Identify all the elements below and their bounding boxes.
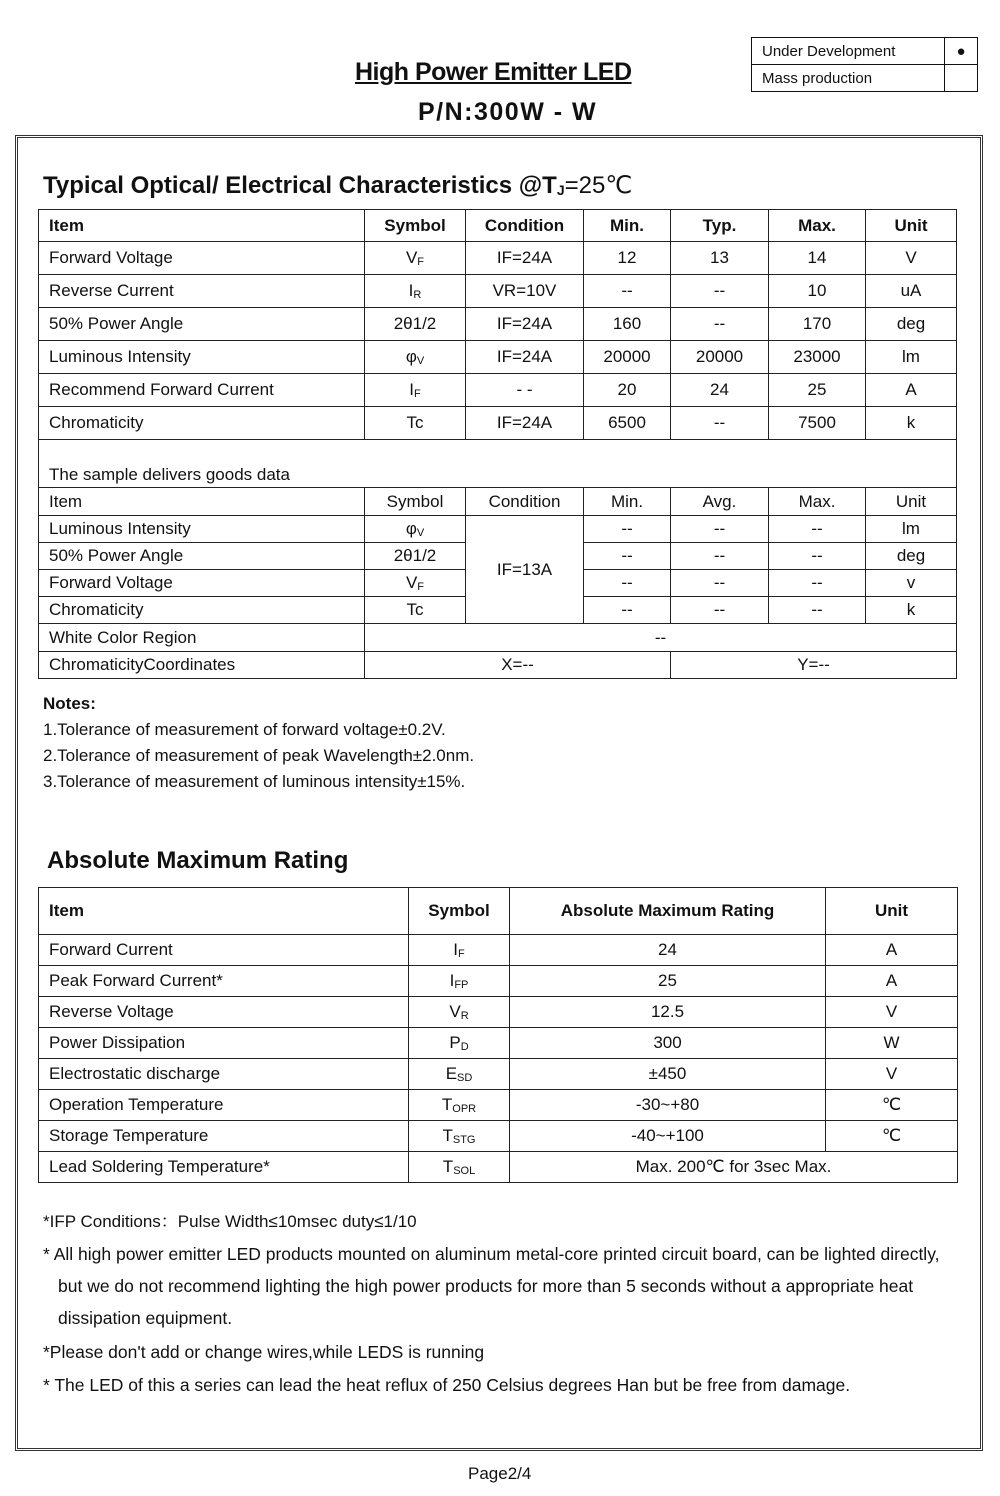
unit-cell: A <box>826 935 958 966</box>
symbol-subscript: F <box>417 256 425 268</box>
column-header: Condition <box>466 488 584 516</box>
column-header: Max. <box>769 488 866 516</box>
symbol-subscript: OPR <box>452 1103 477 1115</box>
min-cell: -- <box>584 516 671 543</box>
cond-cell: IF=24A <box>466 341 584 374</box>
column-header: Typ. <box>671 210 769 242</box>
symbol-cell <box>365 516 466 543</box>
typ-cell: 20000 <box>671 341 769 374</box>
item-cell: Peak Forward Current* <box>39 966 409 997</box>
characteristics-table <box>38 209 957 679</box>
symbol-cell <box>365 308 466 341</box>
unit-cell: A <box>826 966 958 997</box>
status-table <box>751 37 978 92</box>
item-cell: 50% Power Angle <box>39 543 365 570</box>
symbol-subscript: V <box>416 527 425 539</box>
section-title-characteristics <box>43 171 632 200</box>
symbol: E <box>445 1064 458 1083</box>
symbol: V <box>449 1002 461 1021</box>
item-cell: Forward Current <box>39 935 409 966</box>
unit-cell: lm <box>866 341 957 374</box>
title-text: Typical Optical/ Electrical Characteristics @T <box>43 172 557 199</box>
footnote-mounting: * All high power emitter LED products mounted on aluminum metal-core printed circuit board, can be lighted directly, but we do not recommend lighting the high power products for more than 5 seconds without a appropriate heat dissipation equipment. <box>43 1244 940 1328</box>
table-row <box>39 275 957 308</box>
symbol-subscript: SOL <box>453 1165 476 1177</box>
column-header: Symbol <box>409 888 510 935</box>
typ-cell: -- <box>671 407 769 440</box>
symbol-cell <box>365 341 466 374</box>
footnote-wires: *Please don't add or change wires,while LEDS is running <box>43 1342 485 1362</box>
symbol-cell <box>409 997 510 1028</box>
avg-cell: -- <box>671 543 769 570</box>
symbol-cell <box>365 407 466 440</box>
symbol: 2θ1/2 <box>393 546 437 565</box>
typ-cell: -- <box>671 308 769 341</box>
symbol-cell <box>409 1121 510 1152</box>
table-row <box>39 1090 958 1121</box>
symbol-cell <box>409 966 510 997</box>
min-cell: 12 <box>584 242 671 275</box>
table-row <box>39 308 957 341</box>
value-cell: -- <box>365 624 957 652</box>
column-header: Max. <box>769 210 866 242</box>
column-header: Symbol <box>365 210 466 242</box>
sample-header-row <box>39 488 957 516</box>
symbol: I <box>453 940 458 959</box>
symbol: T <box>441 1095 453 1114</box>
symbol: I <box>449 971 455 990</box>
symbol-cell <box>365 597 466 624</box>
status-mark-filled-icon: ● <box>945 38 978 65</box>
column-header: Item <box>39 488 365 516</box>
min-cell: -- <box>584 543 671 570</box>
cond-cell: IF=24A <box>466 407 584 440</box>
symbol: 2θ1/2 <box>393 314 437 333</box>
column-header: Unit <box>866 210 957 242</box>
section-title-absolute-max: Absolute Maximum Rating <box>47 847 349 874</box>
symbol-subscript: D <box>460 1041 469 1053</box>
table-row <box>39 1028 958 1059</box>
value-cell: -40~+100 <box>510 1121 826 1152</box>
status-label: Under Development <box>752 38 945 65</box>
column-header: Unit <box>866 488 957 516</box>
table-row <box>39 997 958 1028</box>
unit-cell: k <box>866 407 957 440</box>
table-row <box>39 242 957 275</box>
table-row <box>39 341 957 374</box>
item-cell: 50% Power Angle <box>39 308 365 341</box>
symbol-subscript: STG <box>452 1134 476 1146</box>
symbol-cell <box>409 1028 510 1059</box>
white-region-row <box>39 624 957 652</box>
column-header: Item <box>39 888 409 935</box>
symbol-subscript: SD <box>457 1072 473 1084</box>
symbol-subscript: FP <box>454 979 469 991</box>
status-row <box>752 38 978 65</box>
symbol: Tc <box>406 600 424 619</box>
cond-cell: VR=10V <box>466 275 584 308</box>
table-header-row <box>39 888 958 935</box>
symbol: V <box>405 573 418 592</box>
max-cell: 25 <box>769 374 866 407</box>
item-cell: White Color Region <box>39 624 365 652</box>
item-cell: Forward Voltage <box>39 570 365 597</box>
item-cell: Forward Voltage <box>39 242 365 275</box>
column-header: Absolute Maximum Rating <box>510 888 826 935</box>
value-cell: 25 <box>510 966 826 997</box>
column-header: Item <box>39 210 365 242</box>
table-row <box>39 935 958 966</box>
unit-cell: A <box>866 374 957 407</box>
avg-cell: -- <box>671 570 769 597</box>
page-number: Page2/4 <box>468 1464 532 1483</box>
item-cell: Luminous Intensity <box>39 341 365 374</box>
item-cell: Lead Soldering Temperature* <box>39 1152 409 1183</box>
absolute-max-table <box>38 887 958 1183</box>
table-row <box>39 407 957 440</box>
symbol-cell <box>365 570 466 597</box>
cond-cell: IF=24A <box>466 242 584 275</box>
column-header: Condition <box>466 210 584 242</box>
typ-cell: -- <box>671 275 769 308</box>
table-row <box>39 1152 958 1183</box>
max-cell: 23000 <box>769 341 866 374</box>
column-header: Unit <box>826 888 958 935</box>
document-title: High Power Emitter LED <box>355 58 632 86</box>
symbol: I <box>409 380 414 399</box>
symbol-cell <box>409 935 510 966</box>
y-cell: Y=-- <box>671 652 957 679</box>
column-header: Min. <box>584 488 671 516</box>
sample-caption: The sample delivers goods data <box>39 440 957 488</box>
symbol-cell <box>365 374 466 407</box>
item-cell: Chromaticity <box>39 407 365 440</box>
note: 1.Tolerance of measurement of forward voltage±0.2V. <box>43 720 446 739</box>
min-cell: 20000 <box>584 341 671 374</box>
note: 2.Tolerance of measurement of peak Wavelength±2.0nm. <box>43 746 475 765</box>
item-cell: Power Dissipation <box>39 1028 409 1059</box>
typ-cell: 24 <box>671 374 769 407</box>
symbol-subscript: R <box>413 289 422 301</box>
symbol-subscript: F <box>414 388 421 400</box>
symbol-subscript: R <box>460 1010 469 1022</box>
status-label: Mass production <box>752 65 945 92</box>
min-cell: -- <box>584 275 671 308</box>
unit-cell: deg <box>866 308 957 341</box>
symbol: V <box>405 248 418 267</box>
value-cell: 300 <box>510 1028 826 1059</box>
unit-cell: ℃ <box>826 1090 958 1121</box>
title-tail: =25℃ <box>564 172 633 199</box>
max-cell: 7500 <box>769 407 866 440</box>
coordinates-row <box>39 652 957 679</box>
min-cell: 160 <box>584 308 671 341</box>
unit-cell: v <box>866 570 957 597</box>
table-row <box>39 516 957 543</box>
unit-cell: V <box>826 997 958 1028</box>
symbol: T <box>442 1126 453 1145</box>
value-cell: 12.5 <box>510 997 826 1028</box>
symbol-cell <box>365 275 466 308</box>
max-cell: -- <box>769 516 866 543</box>
max-cell: -- <box>769 543 866 570</box>
unit-cell: V <box>866 242 957 275</box>
max-cell: 14 <box>769 242 866 275</box>
typ-cell: 13 <box>671 242 769 275</box>
unit-cell: W <box>826 1028 958 1059</box>
cond-cell: - - <box>466 374 584 407</box>
avg-cell: -- <box>671 516 769 543</box>
item-cell: Chromaticity <box>39 597 365 624</box>
part-number: P/N:300W - W <box>418 98 598 126</box>
symbol-cell <box>365 242 466 275</box>
item-cell: Operation Temperature <box>39 1090 409 1121</box>
table-row <box>39 966 958 997</box>
min-cell: -- <box>584 597 671 624</box>
unit-cell: V <box>826 1059 958 1090</box>
unit-cell: uA <box>866 275 957 308</box>
footnote-ifp: *IFP Conditions：Pulse Width≤10msec duty≤1/10 <box>43 1212 417 1231</box>
min-cell: 6500 <box>584 407 671 440</box>
table-row <box>39 374 957 407</box>
symbol-subscript: V <box>416 355 425 367</box>
note: 3.Tolerance of measurement of luminous intensity±15%. <box>43 772 466 791</box>
min-cell: 20 <box>584 374 671 407</box>
table-header-row <box>39 210 957 242</box>
symbol-subscript: F <box>458 948 465 960</box>
cond-cell: IF=24A <box>466 308 584 341</box>
item-cell: Recommend Forward Current <box>39 374 365 407</box>
notes-title: Notes: <box>43 694 96 713</box>
unit-cell: deg <box>866 543 957 570</box>
status-row <box>752 65 978 92</box>
symbol-cell <box>409 1090 510 1121</box>
item-cell: Storage Temperature <box>39 1121 409 1152</box>
title-sub: J <box>556 182 565 198</box>
symbol: T <box>442 1157 454 1176</box>
max-cell: 10 <box>769 275 866 308</box>
max-cell: -- <box>769 570 866 597</box>
symbol: Tc <box>406 413 424 432</box>
column-header: Avg. <box>671 488 769 516</box>
status-mark-empty <box>945 65 978 92</box>
symbol: φ <box>405 519 417 538</box>
value-cell: Max. 200℃ for 3sec Max. <box>510 1152 958 1183</box>
value-cell: 24 <box>510 935 826 966</box>
column-header: Min. <box>584 210 671 242</box>
item-cell: ChromaticityCoordinates <box>39 652 365 679</box>
symbol: I <box>408 281 414 300</box>
symbol: P <box>449 1033 461 1052</box>
item-cell: Reverse Voltage <box>39 997 409 1028</box>
sample-caption-row <box>39 440 957 488</box>
symbol-subscript: F <box>417 581 425 593</box>
unit-cell: ℃ <box>826 1121 958 1152</box>
symbol-cell <box>365 543 466 570</box>
item-cell: Luminous Intensity <box>39 516 365 543</box>
max-cell: 170 <box>769 308 866 341</box>
unit-cell: lm <box>866 516 957 543</box>
value-cell: -30~+80 <box>510 1090 826 1121</box>
footnote-reflux: * The LED of this a series can lead the heat reflux of 250 Celsius degrees Han but be free from damage. <box>43 1375 851 1395</box>
x-cell: X=-- <box>365 652 671 679</box>
column-header: Symbol <box>365 488 466 516</box>
table-row <box>39 1121 958 1152</box>
item-cell: Electrostatic discharge <box>39 1059 409 1090</box>
max-cell: -- <box>769 597 866 624</box>
min-cell: -- <box>584 570 671 597</box>
unit-cell: k <box>866 597 957 624</box>
value-cell: ±450 <box>510 1059 826 1090</box>
item-cell: Reverse Current <box>39 275 365 308</box>
symbol-cell <box>409 1059 510 1090</box>
condition-cell: IF=13A <box>466 516 584 624</box>
symbol: φ <box>405 347 417 366</box>
symbol-cell <box>409 1152 510 1183</box>
table-row <box>39 1059 958 1090</box>
avg-cell: -- <box>671 597 769 624</box>
